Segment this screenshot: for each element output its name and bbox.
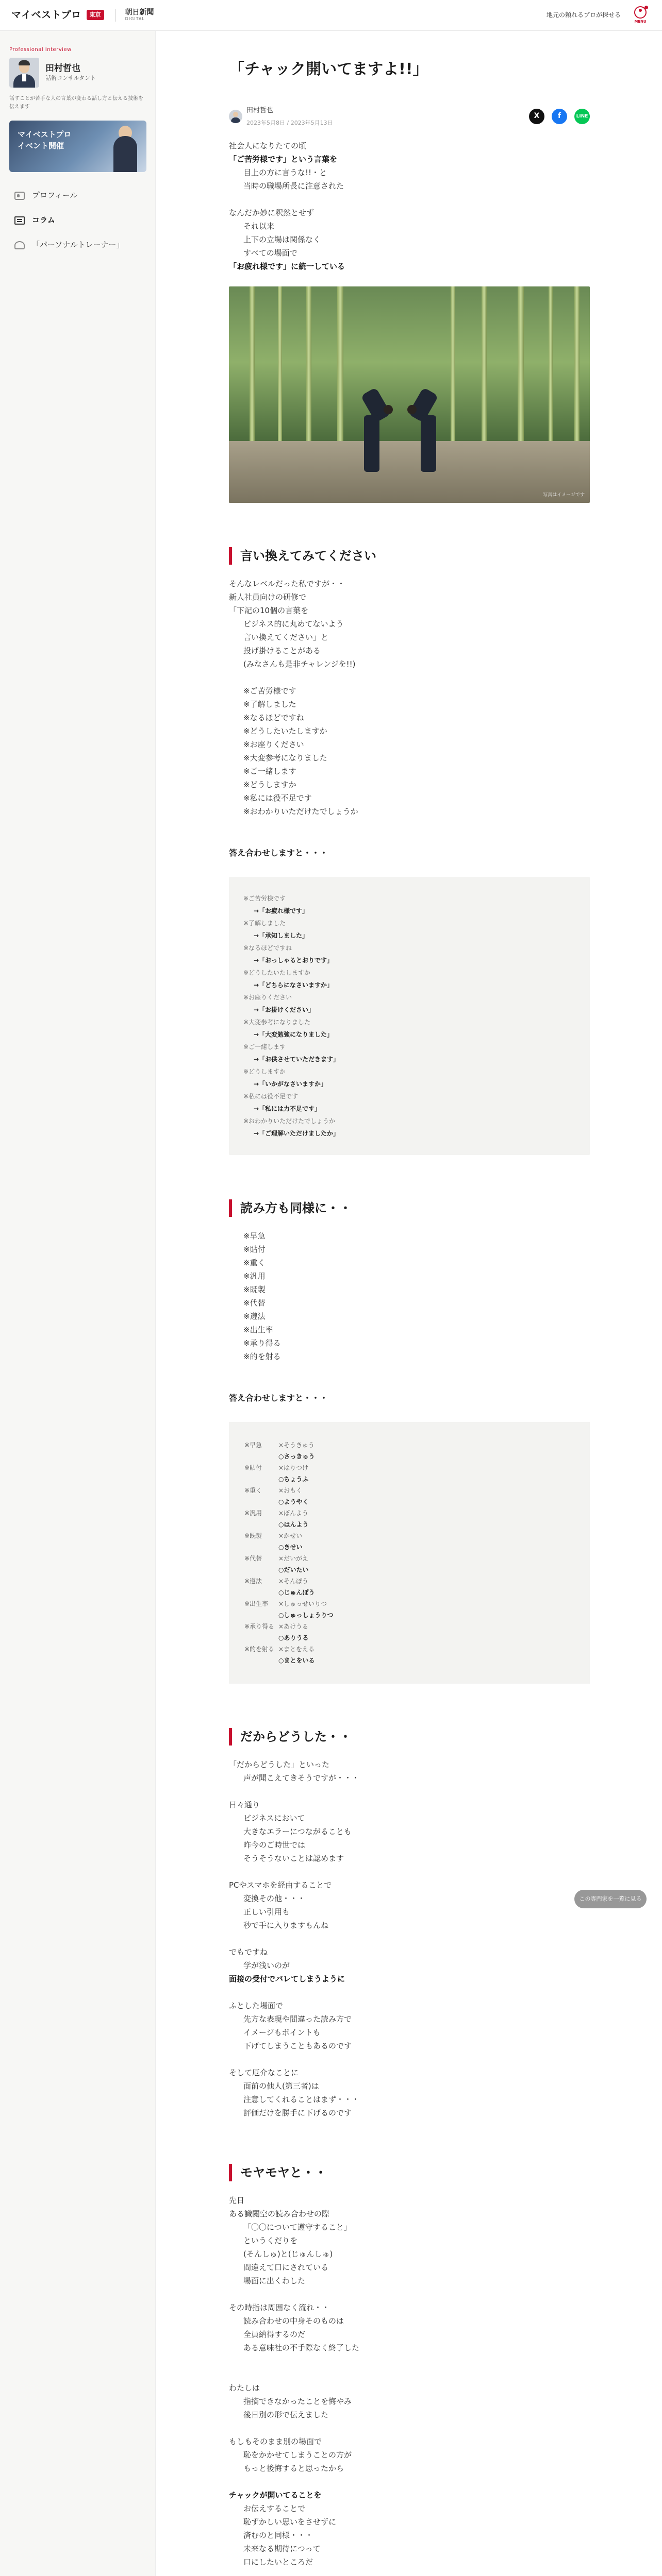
reading-row bbox=[244, 1553, 574, 1564]
reading-row bbox=[244, 1575, 574, 1587]
expert-name: 田村哲也 bbox=[45, 63, 80, 74]
text-line: そして厄介なことに bbox=[229, 2068, 299, 2077]
profile-icon bbox=[14, 192, 25, 200]
sidebar-item-label: プロフィール bbox=[32, 191, 78, 200]
reading-word bbox=[244, 1564, 278, 1575]
reading-row bbox=[244, 1609, 574, 1621]
text-line: ある意味社の不手際なく終了した bbox=[243, 2343, 360, 2352]
text-line: 恥をかかせてしまうことの方が bbox=[243, 2450, 352, 2460]
reading-value: ○だいたい bbox=[278, 1566, 309, 1573]
reading-word: ※重く bbox=[244, 1487, 262, 1494]
answer-line: ※大変参考になりました bbox=[243, 1019, 311, 1026]
text-line: 後日別の形で伝えました bbox=[243, 2410, 329, 2419]
text-line: というくだりを bbox=[243, 2236, 298, 2245]
reading-row bbox=[244, 1541, 574, 1553]
intro-line: すべての場面で bbox=[243, 248, 297, 258]
reading-word bbox=[244, 1519, 278, 1530]
menu-button[interactable] bbox=[630, 4, 651, 27]
text-line: 済むのと同様・・・ bbox=[243, 2531, 313, 2540]
text-line: (みなさんも是非チャレンジを!!) bbox=[243, 659, 356, 669]
text-line bbox=[229, 2421, 590, 2435]
reading-value: ×ぼんよう bbox=[278, 1510, 309, 1517]
reading-word bbox=[244, 1541, 278, 1553]
reading-row bbox=[244, 1564, 574, 1575]
text-line: 注意してくれることはまず・・・ bbox=[243, 2095, 360, 2104]
answer-line: →「どちらになさいますか」 bbox=[254, 981, 334, 989]
avatar bbox=[9, 58, 39, 88]
text-line: ※ご一緒します bbox=[243, 767, 296, 776]
text-line: ※お座りください bbox=[243, 740, 304, 749]
answer-line: →「承知しました」 bbox=[254, 932, 309, 939]
author-avatar bbox=[229, 110, 242, 123]
header-right bbox=[547, 4, 651, 27]
answer-line: →「お疲れ様です」 bbox=[254, 907, 309, 914]
reading-row bbox=[244, 1621, 574, 1632]
logo-text: マイベストプロ bbox=[11, 9, 81, 21]
intro-line: 目上の方に言うな!!・と bbox=[243, 168, 327, 177]
text-line bbox=[229, 1785, 590, 1798]
reading-row bbox=[244, 1462, 574, 1473]
text-line bbox=[229, 1865, 590, 1878]
text-line: ビジネス的に丸めてないよう bbox=[243, 619, 344, 629]
text-line: ある識閲空の読み合わせの際 bbox=[229, 2209, 330, 2218]
reading-row bbox=[244, 1473, 574, 1485]
user-icon bbox=[634, 6, 647, 19]
section-heading: モヤモヤと・・ bbox=[229, 2164, 590, 2181]
reading-value: ○さっきゅう bbox=[278, 1453, 315, 1460]
partner-sub: DIGITAL bbox=[125, 16, 145, 21]
reading-answer-box bbox=[229, 1422, 590, 1684]
reading-value: ○きせい bbox=[278, 1544, 303, 1551]
intro-line: それ以来 bbox=[243, 222, 275, 231]
reading-value: ×だいがえ bbox=[278, 1555, 309, 1562]
text-line: PCやスマホを経由することで bbox=[229, 1880, 332, 1890]
answer-line: →「ご理解いただけましたか」 bbox=[254, 1130, 340, 1137]
reading-value: ×おもく bbox=[278, 1487, 303, 1494]
text-line: ※私には役不足です bbox=[243, 793, 312, 803]
text-line: 投げ掛けることがある bbox=[243, 646, 321, 655]
site-logo[interactable] bbox=[11, 6, 104, 24]
reading-row bbox=[244, 1485, 574, 1496]
reading-word: ※早急 bbox=[244, 1442, 262, 1449]
article-dates: 2023年5月8日 / 2023年5月13日 bbox=[246, 119, 333, 126]
expert-description: 話すことが苦手な人の言葉が変わる話し方と伝える技術を伝えます bbox=[9, 96, 143, 110]
answer-line: ※お座りください bbox=[243, 994, 292, 1001]
text-line: ふとした場面で bbox=[229, 2001, 284, 2010]
reading-value: ○ちょうふ bbox=[278, 1476, 309, 1483]
intro-line: 上下の立場は関係なく bbox=[243, 235, 321, 244]
text-line: 未来なる期待につって bbox=[243, 2544, 321, 2553]
reading-value: ×あけうる bbox=[278, 1623, 309, 1630]
sidebar-item-label: 「パーソナルトレーナー」 bbox=[32, 240, 124, 250]
author-link[interactable] bbox=[229, 105, 333, 128]
text-line: 「下記の10個の言葉を bbox=[229, 606, 309, 615]
column-icon bbox=[14, 216, 25, 225]
text-line: 全員納得するのだ bbox=[243, 2330, 306, 2339]
answer-line: →「大変勉強になりました」 bbox=[254, 1031, 334, 1038]
reading-row bbox=[244, 1439, 574, 1451]
text-line: 大きなエラーにつながることも bbox=[243, 1827, 352, 1836]
text-line: 変換その他・・・ bbox=[243, 1894, 306, 1903]
text-line: ※大変参考になりました bbox=[243, 753, 327, 762]
text-line: ※どうしますか bbox=[243, 780, 296, 789]
text-line: そんなレベルだった私ですが・・ bbox=[229, 579, 345, 588]
word-item: ※重く bbox=[243, 1258, 266, 1267]
reading-row bbox=[244, 1530, 574, 1541]
intro-line: 「ご苦労様です」という言葉を bbox=[229, 155, 338, 164]
sidebar-nav bbox=[9, 183, 146, 258]
reading-word: ※遵法 bbox=[244, 1578, 262, 1585]
text-line: そうそうないことは認めます bbox=[243, 1854, 344, 1863]
text-line: ※ご苦労様です bbox=[243, 686, 296, 696]
text-line: 指摘できなかったことを悔やみ bbox=[243, 2397, 352, 2406]
text-line bbox=[229, 2354, 590, 2368]
reading-value: ○まとをいる bbox=[278, 1657, 315, 1664]
expert-role: 話術コンサルタント bbox=[45, 75, 96, 81]
page-title: 「チャック開いてますよ!!」 bbox=[229, 60, 428, 78]
reading-word: ※出生率 bbox=[244, 1600, 269, 1607]
reading-value: ×しゅっせいりつ bbox=[278, 1600, 327, 1607]
intro-line: なんだか妙に釈然とせず bbox=[229, 208, 315, 217]
reading-row bbox=[244, 1507, 574, 1519]
reading-row bbox=[244, 1519, 574, 1530]
main-content bbox=[156, 31, 662, 2576]
text-line: ビジネスにおいて bbox=[243, 1814, 305, 1823]
share-buttons bbox=[529, 109, 590, 124]
sidebar-tag: Professional Interview bbox=[9, 47, 72, 53]
reading-row bbox=[244, 1632, 574, 1643]
section-heading: だからどうした・・ bbox=[229, 1728, 590, 1745]
reading-value: ×はりつけ bbox=[278, 1464, 309, 1471]
partner-logo[interactable] bbox=[115, 9, 154, 21]
answer-heading: 答え合わせしますと・・・ bbox=[229, 848, 328, 858]
answer-line: ※なるほどですね bbox=[243, 944, 292, 952]
word-item: ※代替 bbox=[243, 1298, 266, 1308]
text-line: チャックが開いてることを bbox=[229, 2490, 322, 2500]
text-line: イメージもポイントも bbox=[243, 2028, 321, 2037]
section3-text bbox=[229, 1758, 590, 2120]
text-line bbox=[229, 1932, 590, 1945]
reading-word: ※承り得る bbox=[244, 1623, 275, 1630]
answer-line: ※おわかりいただけたでしょうか bbox=[243, 1117, 336, 1125]
text-line bbox=[229, 2053, 590, 2066]
reading-value: ○ようやく bbox=[278, 1498, 309, 1505]
text-line: ※どうしたいたしますか bbox=[243, 726, 327, 736]
word-item: ※出生率 bbox=[243, 1325, 273, 1334]
intro-line bbox=[229, 193, 590, 206]
reading-value: ○じゅんぽう bbox=[278, 1589, 315, 1596]
text-line: 学が浅いのが bbox=[243, 1961, 290, 1970]
reading-row bbox=[244, 1496, 574, 1507]
facebook-share-icon[interactable]: f bbox=[552, 109, 567, 124]
reading-word: ※的を射る bbox=[244, 1646, 275, 1653]
sidebar-item-label: コラム bbox=[32, 215, 55, 225]
x-share-icon[interactable]: X bbox=[529, 109, 544, 124]
reading-value: ×そうきゅう bbox=[278, 1442, 315, 1449]
line-share-icon[interactable]: LINE bbox=[574, 109, 590, 124]
word-item: ※貼付 bbox=[243, 1245, 266, 1254]
answer-line: ※どうしたいたしますか bbox=[243, 969, 311, 976]
text-line bbox=[229, 2569, 590, 2576]
text-line: 読み合わせの中身そのものは bbox=[243, 2316, 344, 2326]
answer-line: →「私には力不足です」 bbox=[254, 1105, 321, 1112]
text-line: 場面に出くわした bbox=[243, 2276, 306, 2285]
reading-word bbox=[244, 1655, 278, 1666]
reading-row bbox=[244, 1655, 574, 1666]
floating-expert-button[interactable]: この専門家を一覧に見る bbox=[574, 1890, 647, 1908]
answer-box bbox=[229, 877, 590, 1155]
text-line bbox=[229, 2287, 590, 2301]
article-meta bbox=[229, 106, 590, 127]
article-photo bbox=[229, 286, 590, 503]
sidebar-item-trainer[interactable] bbox=[9, 233, 146, 258]
text-line: ※なるほどですね bbox=[243, 713, 304, 722]
text-line bbox=[229, 671, 590, 684]
answer-line: ※了解しました bbox=[243, 920, 286, 927]
intro-line: 当時の職場所長に注意された bbox=[243, 181, 344, 191]
text-line: 下げてしまうこともあるのです bbox=[243, 2041, 352, 2050]
word-list bbox=[229, 1229, 590, 1363]
text-line: 面前の他人(第三者)は bbox=[243, 2081, 319, 2091]
text-line: 評価だけを勝手に下げるのです bbox=[243, 2108, 352, 2117]
event-banner[interactable] bbox=[9, 121, 146, 172]
reading-value: ○ありうる bbox=[278, 1634, 309, 1641]
answer-line: →「お供させていただきます」 bbox=[254, 1056, 340, 1063]
intro-line: 「お疲れ様です」に統一している bbox=[229, 262, 345, 271]
reading-value: ○しゅっしょうりつ bbox=[278, 1612, 334, 1619]
reading-word bbox=[244, 1609, 278, 1621]
text-line: ※おわかりいただけたでしょうか bbox=[243, 807, 358, 816]
reading-row bbox=[244, 1587, 574, 1598]
trainer-icon bbox=[14, 241, 25, 249]
text-line: でもですね bbox=[229, 1947, 268, 1957]
region-badge: 東京 bbox=[87, 10, 104, 20]
text-line: 新人社員向けの研修で bbox=[229, 592, 307, 602]
word-item: ※早急 bbox=[243, 1231, 266, 1241]
text-line: 先方な表現や間違った読み方で bbox=[243, 2014, 352, 2024]
sidebar bbox=[0, 31, 156, 2576]
word-item: ※承り得る bbox=[243, 1338, 281, 1348]
word-item: ※汎用 bbox=[243, 1272, 266, 1281]
intro-text bbox=[229, 139, 590, 273]
word-item: ※既製 bbox=[243, 1285, 266, 1294]
section-heading: 言い換えてみてください bbox=[229, 547, 590, 565]
answer-heading: 答え合わせしますと・・・ bbox=[229, 1393, 328, 1403]
reading-word bbox=[244, 1632, 278, 1643]
article bbox=[229, 31, 590, 2576]
reading-word bbox=[244, 1451, 278, 1462]
word-item: ※遵法 bbox=[243, 1312, 266, 1321]
reading-row bbox=[244, 1643, 574, 1655]
text-line: 日々通り bbox=[229, 1800, 260, 1809]
partner-name: 朝日新聞 bbox=[125, 8, 154, 17]
answer-line: →「お掛けください」 bbox=[254, 1006, 315, 1013]
reading-word bbox=[244, 1496, 278, 1507]
answer-line: ※ご苦労様です bbox=[243, 895, 286, 902]
reading-word: ※代替 bbox=[244, 1555, 262, 1562]
reading-value: ×かせい bbox=[278, 1532, 303, 1539]
answer-line: ※私には役不足です bbox=[243, 1093, 299, 1100]
text-line bbox=[229, 2475, 590, 2488]
text-line: 言い換えてください」と bbox=[243, 633, 329, 642]
text-line bbox=[229, 2368, 590, 2381]
answer-line: ※ご一緒します bbox=[243, 1043, 286, 1050]
reading-word bbox=[244, 1473, 278, 1485]
reading-value: ×そんぽう bbox=[278, 1578, 309, 1585]
reading-value: ○はんよう bbox=[278, 1521, 309, 1528]
text-line: 口にしたいところだ bbox=[243, 2557, 313, 2567]
section4-text bbox=[229, 2194, 590, 2576]
text-line: 「だからどうした」といった bbox=[229, 1760, 330, 1769]
reading-word: ※既製 bbox=[244, 1532, 262, 1539]
banner-line1: マイベストプロ bbox=[18, 130, 72, 139]
text-line: ※了解しました bbox=[243, 700, 296, 709]
text-line: その時指は周囲なく流れ・・ bbox=[229, 2303, 330, 2312]
reading-word: ※汎用 bbox=[244, 1510, 262, 1517]
text-line: もっと後悔すると思ったから bbox=[243, 2464, 344, 2473]
reading-row bbox=[244, 1451, 574, 1462]
text-line: 正しい引用も bbox=[243, 1907, 290, 1917]
text-line: (そんしゅ)と(じゅんしゅ) bbox=[243, 2249, 333, 2259]
answer-line: →「いかがなさいますか」 bbox=[254, 1080, 327, 1088]
text-line: 秒で手に入りますもんね bbox=[243, 1921, 329, 1930]
sidebar-profile[interactable] bbox=[9, 58, 146, 88]
sidebar-item-column[interactable] bbox=[9, 208, 146, 233]
text-line: 「〇〇について遵守すること」 bbox=[243, 2223, 352, 2232]
author-name: 田村哲也 bbox=[246, 106, 274, 114]
menu-label: MENU bbox=[634, 20, 647, 24]
section-heading: 読み方も同様に・・ bbox=[229, 1199, 590, 1217]
header-link[interactable]: 地元の頼れるプロが探せる bbox=[546, 11, 621, 19]
text-line bbox=[229, 1986, 590, 1999]
reading-word bbox=[244, 1587, 278, 1598]
text-line: 恥ずかしい思いをさせずに bbox=[243, 2517, 337, 2527]
site-header bbox=[0, 0, 662, 31]
text-line: 面接の受付でバレてしまうように bbox=[229, 1974, 345, 1984]
text-line: 昨今のご時世では bbox=[243, 1840, 306, 1850]
intro-line: 社会人になりたての頃 bbox=[229, 141, 307, 150]
word-item: ※的を射る bbox=[243, 1352, 281, 1361]
photo-credit: 写真はイメージです bbox=[543, 493, 585, 498]
answer-line: →「おっしゃるとおりです」 bbox=[254, 957, 334, 964]
reading-word: ※貼付 bbox=[244, 1464, 262, 1471]
text-line: もしもそのまま別の場面で bbox=[229, 2437, 322, 2446]
text-line: わたしは bbox=[229, 2383, 260, 2393]
reading-row bbox=[244, 1598, 574, 1609]
answer-line: ※どうしますか bbox=[243, 1068, 286, 1075]
text-line: 先日 bbox=[229, 2196, 245, 2205]
reading-value: ×まとをえる bbox=[278, 1646, 315, 1653]
text-line: お伝えすることで bbox=[243, 2504, 306, 2513]
text-line: 間違えて口にされている bbox=[243, 2263, 329, 2272]
banner-line2: イベント開催 bbox=[18, 141, 64, 150]
text-line: 声が聞こえてきそうですが・・・ bbox=[243, 1773, 360, 1783]
section1-text bbox=[229, 577, 590, 818]
sidebar-item-profile[interactable] bbox=[9, 183, 146, 208]
